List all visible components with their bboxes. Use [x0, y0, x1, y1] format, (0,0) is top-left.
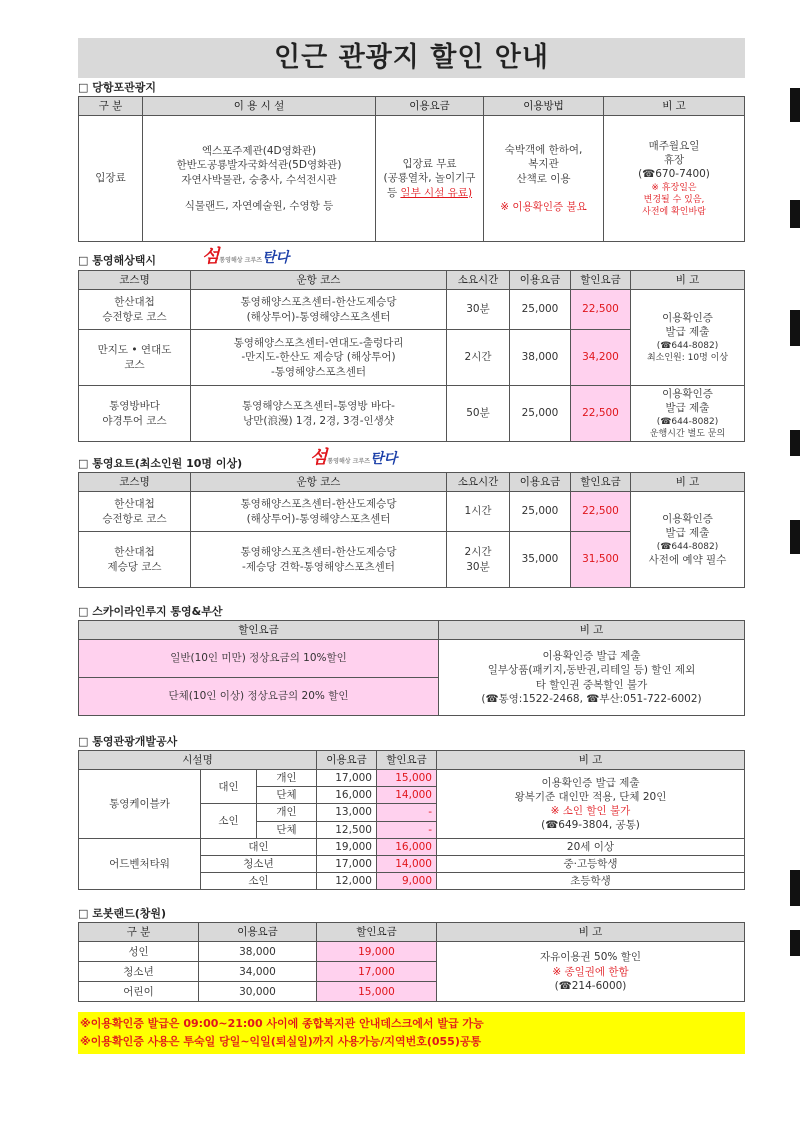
header-discount: 할인요금	[571, 271, 631, 290]
fee: 34,000	[199, 962, 317, 982]
discount-fee: 15,000	[377, 770, 437, 787]
header-note: 비 고	[439, 621, 745, 640]
route-line: 통영해양스포츠센터-통영방 바다-	[242, 400, 395, 413]
route-line: 통영해양스포츠센터-한산도제승당	[240, 296, 397, 309]
fee-line	[378, 186, 481, 200]
seom-tanda-logo: 섬통영해상 크루즈탄다	[310, 447, 398, 468]
header-course: 코스명	[79, 473, 191, 492]
course-name: 코스	[124, 358, 145, 371]
age-type: 대인	[201, 838, 317, 855]
method-line: 숙박객에 한하여,	[504, 144, 583, 157]
table-row	[79, 290, 745, 330]
type-individual: 개인	[257, 804, 317, 821]
table-row	[79, 640, 745, 678]
note-warning: 사전에 확인바람	[642, 206, 706, 217]
duration: 50분	[447, 386, 510, 442]
fee-line: 입장료 무료	[402, 158, 457, 171]
course-name: 한산대첩	[114, 498, 155, 511]
age-type: 청소년	[79, 962, 199, 982]
note-cell: 이용확인증 발급 제출 (☎644-8082) 사전에 예약 필수	[631, 492, 745, 588]
discount-fee: 22,500	[571, 290, 631, 330]
note: 중·고등학생	[437, 855, 745, 872]
section-heading-water-taxi	[78, 246, 745, 270]
discount-fee: -	[377, 804, 437, 821]
header-method: 이용방법	[484, 97, 604, 116]
course-name: 승전항로 코스	[102, 512, 167, 525]
notice-line: ※이용확인증 발급은 09:00~21:00 사이에 종합복지관 안내데스크에서 발급 가능	[80, 1017, 484, 1031]
type-group: 단체	[257, 821, 317, 838]
note-cell: 자유이용권 50% 할인 ※ 종일권에 한함 (☎214-6000)	[437, 942, 745, 1002]
header-duration: 소요시간	[447, 271, 510, 290]
discount-general: 일반(10인 미만) 정상요금의 10%할인	[79, 640, 439, 678]
age-type: 청소년	[201, 855, 317, 872]
facility-adventure-tower: 어드벤처타워	[79, 838, 201, 890]
course-name: 야경투어 코스	[102, 414, 167, 427]
luge-table	[78, 620, 745, 716]
route-line: 낭만(浪漫) 1경, 2경, 3경-인생샷	[243, 414, 394, 427]
section-heading-danghangpo: □ 당항포관광지	[78, 81, 156, 94]
fee-line: (공룡열차, 놀이기구	[383, 172, 476, 185]
fee: 25,000	[510, 492, 571, 532]
fee-paid-text: 일부 시설 유료)	[400, 186, 473, 199]
discount-fee: 31,500	[571, 532, 631, 588]
discount-fee: 34,200	[571, 330, 631, 386]
fee: 38,000	[510, 330, 571, 386]
note-line: 휴장	[663, 154, 685, 167]
discount-fee: 9,000	[377, 873, 437, 890]
discount-fee: 14,000	[377, 855, 437, 872]
note-cell: 이용확인증 발급 제출 일부상품(패키지,동반권,리테일 등) 할인 제외 타 할인권 중복할인 불가 (☎통영:1522-2468, ☎부산:051-722-6002)	[439, 640, 745, 716]
header-course: 코스명	[79, 271, 191, 290]
seom-tanda-logo: 섬통영해상 크루즈탄다	[202, 246, 290, 267]
age-type: 성인	[79, 942, 199, 962]
course-name: 한산대첩	[114, 546, 155, 559]
header-facility: 시설명	[79, 751, 317, 770]
header-discount: 할인요금	[317, 923, 437, 942]
facility-line: 한반도공룡발자국화석관(5D영화관)	[176, 159, 342, 172]
note-warning: ※ 휴장일은	[651, 182, 697, 193]
section-title: □ 통영요트(최소인원 10명 이상)	[78, 457, 243, 470]
discount-fee: 17,000	[317, 962, 437, 982]
fee: 25,000	[510, 290, 571, 330]
age-type: 소인	[201, 873, 317, 890]
course-name: 만지도 • 연대도	[97, 344, 172, 357]
header-facility: 이 용 시 설	[143, 97, 376, 116]
water-taxi-table	[78, 270, 745, 442]
danghangpo-table	[78, 96, 745, 242]
route-line: 통영해양스포츠센터-한산도제승당	[240, 498, 397, 511]
route-line: 통영해양스포츠센터-한산도제승당	[240, 546, 397, 559]
duration: 30분	[447, 290, 510, 330]
header-duration: 소요시간	[447, 473, 510, 492]
fee: 25,000	[510, 386, 571, 442]
fee: 13,000	[317, 804, 377, 821]
note-line: 매주월요일	[648, 140, 700, 153]
course-name: 한산대첩	[114, 296, 155, 309]
fee: 12,000	[317, 873, 377, 890]
table-row	[79, 386, 745, 442]
duration: 2시간	[464, 546, 492, 559]
header-route: 운항 코스	[191, 271, 447, 290]
note-cell: 이용확인증 발급 제출 (☎644-8082) 운행시간 별도 문의	[631, 386, 745, 442]
header-note: 비 고	[437, 923, 745, 942]
yacht-table	[78, 472, 745, 588]
section-heading-luge: □ 스카이라인루지 통영&부산	[78, 605, 223, 618]
fee: 17,000	[317, 770, 377, 787]
note-line: (☎670-7400)	[638, 168, 710, 181]
fee: 30,000	[199, 982, 317, 1002]
note-cell	[604, 116, 745, 242]
header-note: 비 고	[437, 751, 745, 770]
course-name: 제승당 코스	[107, 560, 162, 573]
header-discount: 할인요금	[571, 473, 631, 492]
fee-text: 등	[386, 186, 401, 199]
facility-cell	[143, 116, 376, 242]
age-type: 어린이	[79, 982, 199, 1002]
discount-fee: 22,500	[571, 492, 631, 532]
discount-fee: 16,000	[377, 838, 437, 855]
table-row	[79, 492, 745, 532]
facility-line: 식물랜드, 자연예술원, 수영항 등	[184, 199, 334, 212]
notice-line: ※이용확인증 사용은 투숙일 당일~익일(퇴실일)까지 사용가능/지역번호(055)공통	[80, 1035, 482, 1049]
scan-mark	[790, 310, 800, 346]
type-individual: 개인	[257, 770, 317, 787]
section-title: □ 통영해상택시	[78, 254, 156, 267]
scan-mark	[790, 200, 800, 228]
scan-mark	[790, 430, 800, 456]
header-fee: 이용요금	[376, 97, 484, 116]
route-line: (해상투어)-통영해양스포츠센터	[246, 310, 391, 323]
duration: 30분	[466, 560, 490, 573]
course-name: 승전항로 코스	[102, 310, 167, 323]
table-row	[79, 838, 745, 855]
route-line: 통영해양스포츠센터-연대도-출렁다리	[233, 337, 404, 350]
robotland-table	[78, 922, 745, 1002]
fee: 17,000	[317, 855, 377, 872]
age-child: 소인	[201, 804, 257, 838]
header-category: 구 분	[79, 97, 143, 116]
discount-fee: -	[377, 821, 437, 838]
header-note: 비 고	[631, 271, 745, 290]
scan-mark	[790, 520, 800, 554]
page-title: 인근 관광지 할인 안내	[78, 38, 745, 78]
notice-box	[78, 1012, 745, 1054]
fee: 19,000	[317, 838, 377, 855]
header-fee: 이용요금	[510, 473, 571, 492]
header-fee: 이용요금	[317, 751, 377, 770]
category-cell: 입장료	[79, 116, 143, 242]
facility-line: 엑스포주제관(4D영화관)	[201, 145, 317, 158]
discount-fee: 22,500	[571, 386, 631, 442]
method-cell	[484, 116, 604, 242]
route-line: -제승당 견학-통영해양스포츠센터	[242, 560, 395, 573]
facility-cablecar: 통영케이블카	[79, 770, 201, 839]
table-row	[79, 770, 745, 787]
table-row	[79, 942, 745, 962]
note-cell: 이용확인증 발급 제출 왕복기준 대인만 적용, 단체 20인 ※ 소인 할인 불가 (☎649-3804, 공통)	[437, 770, 745, 839]
facility-line: 자연사박물관, 숭충사, 수석전시관	[181, 173, 337, 186]
course-name: 통영방바다	[109, 400, 160, 413]
scan-mark	[790, 88, 800, 122]
discount-fee: 19,000	[317, 942, 437, 962]
method-warning: ※ 이용확인증 불요	[500, 200, 587, 213]
fee: 16,000	[317, 787, 377, 804]
route-line: (해상투어)-통영해양스포츠센터	[246, 512, 391, 525]
header-discount: 할인요금	[79, 621, 439, 640]
header-route: 운항 코스	[191, 473, 447, 492]
note-cell: 이용확인증 발급 제출 (☎644-8082) 최소인원: 10명 이상	[631, 290, 745, 386]
type-group: 단체	[257, 787, 317, 804]
method-line: 복지관	[528, 158, 559, 171]
age-adult: 대인	[201, 770, 257, 804]
fee: 38,000	[199, 942, 317, 962]
section-heading-yacht	[78, 447, 745, 472]
route-line: -만지도-한산도 제승당 (해상투어)	[241, 351, 396, 364]
header-fee: 이용요금	[199, 923, 317, 942]
header-note: 비 고	[604, 97, 745, 116]
discount-group: 단체(10인 이상) 정상요금의 20% 할인	[79, 678, 439, 716]
section-heading-tourism-dev: □ 통영관광개발공사	[78, 735, 178, 748]
discount-fee: 15,000	[317, 982, 437, 1002]
note-warning: 변경될 수 있음,	[643, 194, 705, 205]
route-line: -통영해양스포츠센터	[270, 365, 367, 378]
fee: 35,000	[510, 532, 571, 588]
scan-mark	[790, 930, 800, 956]
note: 초등학생	[437, 873, 745, 890]
fee-cell	[376, 116, 484, 242]
tourism-dev-table	[78, 750, 745, 890]
method-line: 산책로 이용	[516, 172, 571, 185]
header-discount: 할인요금	[377, 751, 437, 770]
duration: 1시간	[464, 505, 492, 518]
note: 20세 이상	[437, 838, 745, 855]
scan-mark	[790, 870, 800, 906]
duration: 2시간	[447, 330, 510, 386]
section-heading-robotland: □ 로봇랜드(창원)	[78, 907, 167, 921]
header-note: 비 고	[631, 473, 745, 492]
document-page	[78, 38, 745, 1054]
fee: 12,500	[317, 821, 377, 838]
header-fee: 이용요금	[510, 271, 571, 290]
header-category: 구 분	[79, 923, 199, 942]
discount-fee: 14,000	[377, 787, 437, 804]
